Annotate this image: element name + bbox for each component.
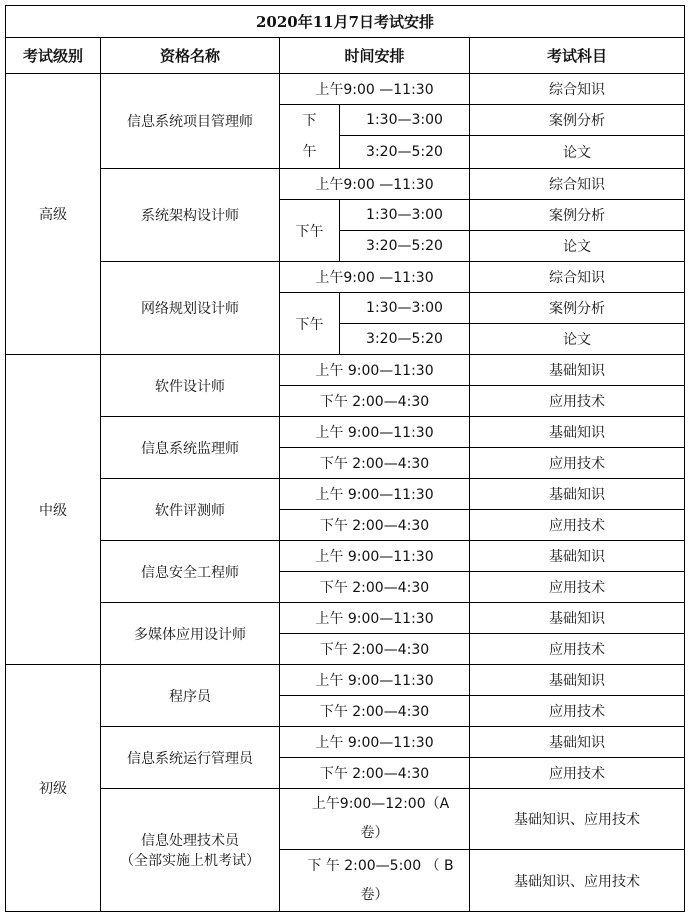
subject-cell: 基础知识 <box>470 479 685 510</box>
subject-cell: 案例分析 <box>470 200 685 231</box>
time-cell: 下午 2:00—4:30 <box>280 758 470 789</box>
time-cell: 1:30—3:00 <box>340 105 470 136</box>
subject-cell: 应用技术 <box>470 758 685 789</box>
subject-cell: 基础知识 <box>470 355 685 386</box>
time-cell: 下午 2:00—4:30 <box>280 510 470 541</box>
level-intermediate: 中级 <box>6 355 101 665</box>
header-level: 考试级别 <box>6 38 101 74</box>
time-cell: 下午 2:00—4:30 <box>280 634 470 665</box>
qualification-name: 信息安全工程师 <box>101 541 280 603</box>
time-cell <box>280 850 470 912</box>
subject-cell: 应用技术 <box>470 448 685 479</box>
time-cell: 上午 9:00—11:30 <box>280 479 470 510</box>
table-title: 2020年11月7日考试安排 <box>6 6 685 38</box>
table-row <box>6 541 685 572</box>
title-row <box>6 6 685 38</box>
qualification-name: 信息系统运行管理员 <box>101 727 280 789</box>
header-subject: 考试科目 <box>470 38 685 74</box>
level-junior: 初级 <box>6 665 101 912</box>
table-row <box>6 169 685 200</box>
pm-label-char: 午 <box>302 143 317 160</box>
time-cell: 上午 9:00—11:30 <box>280 541 470 572</box>
subject-cell: 案例分析 <box>470 105 685 136</box>
time-cell: 3:20—5:20 <box>340 136 470 169</box>
table-row <box>6 665 685 696</box>
header-time: 时间安排 <box>280 38 470 74</box>
qualification-name: 软件评测师 <box>101 479 280 541</box>
qualification-name: 信息系统项目管理师 <box>101 74 280 169</box>
qualification-name-note: （全部实施上机考试） <box>120 853 260 869</box>
subject-cell: 应用技术 <box>470 634 685 665</box>
subject-cell: 基础知识 <box>470 541 685 572</box>
level-advanced: 高级 <box>6 74 101 355</box>
pm-label: 下午 <box>280 293 340 355</box>
time-cell: 上午 9:00—11:30 <box>280 603 470 634</box>
subject-cell: 应用技术 <box>470 572 685 603</box>
header-row <box>6 38 685 74</box>
subject-cell: 应用技术 <box>470 510 685 541</box>
subject-cell: 基础知识 <box>470 603 685 634</box>
table-row <box>6 262 685 293</box>
qualification-name: 软件设计师 <box>101 355 280 417</box>
pm-label-char: 下 <box>302 112 317 129</box>
time-line: 卷） <box>360 825 389 841</box>
time-line: 下 午 2:00—5:00 （ B <box>307 857 454 874</box>
table-row <box>6 417 685 448</box>
table-row <box>6 727 685 758</box>
table-row <box>6 789 685 850</box>
time-cell: 上午9:00 —11:30 <box>280 262 470 293</box>
time-cell: 1:30—3:00 <box>340 293 470 324</box>
qualification-name: 信息系统监理师 <box>101 417 280 479</box>
qualification-name: 网络规划设计师 <box>101 262 280 355</box>
subject-cell: 基础知识、应用技术 <box>470 789 685 850</box>
time-cell: 下午 2:00—4:30 <box>280 696 470 727</box>
time-cell: 3:20—5:20 <box>340 324 470 355</box>
subject-cell: 基础知识 <box>470 417 685 448</box>
subject-cell: 基础知识 <box>470 727 685 758</box>
subject-cell: 应用技术 <box>470 386 685 417</box>
subject-cell: 论文 <box>470 231 685 262</box>
subject-cell: 基础知识 <box>470 665 685 696</box>
subject-cell: 综合知识 <box>470 262 685 293</box>
subject-cell: 综合知识 <box>470 74 685 105</box>
subject-cell: 应用技术 <box>470 696 685 727</box>
time-cell: 3:20—5:20 <box>340 231 470 262</box>
time-cell: 上午9:00 —11:30 <box>280 74 470 105</box>
time-cell: 上午9:00 —11:30 <box>280 169 470 200</box>
qualification-name: 程序员 <box>101 665 280 727</box>
subject-cell: 论文 <box>470 324 685 355</box>
time-cell: 下午 2:00—4:30 <box>280 448 470 479</box>
subject-cell: 案例分析 <box>470 293 685 324</box>
time-cell: 上午 9:00—11:30 <box>280 665 470 696</box>
table-row <box>6 74 685 105</box>
time-line: 卷） <box>360 886 389 903</box>
time-cell: 上午 9:00—11:30 <box>280 417 470 448</box>
table-row <box>6 479 685 510</box>
time-cell: 1:30—3:00 <box>340 200 470 231</box>
header-qualification: 资格名称 <box>101 38 280 74</box>
subject-cell: 论文 <box>470 136 685 169</box>
time-cell: 上午 9:00—11:30 <box>280 355 470 386</box>
pm-label <box>280 105 340 169</box>
subject-cell: 基础知识、应用技术 <box>470 850 685 912</box>
time-cell: 下午 2:00—4:30 <box>280 386 470 417</box>
time-cell <box>280 789 470 850</box>
qualification-name: 多媒体应用设计师 <box>101 603 280 665</box>
pm-label: 下午 <box>280 200 340 262</box>
table-row <box>6 355 685 386</box>
qualification-name: 系统架构设计师 <box>101 169 280 262</box>
time-cell: 下午 2:00—4:30 <box>280 572 470 603</box>
qualification-name <box>101 789 280 912</box>
time-line: 上午9:00—12:00（A <box>311 796 450 812</box>
table-row <box>6 603 685 634</box>
exam-schedule-table <box>5 5 685 912</box>
qualification-name-line: 信息处理技术员 <box>141 833 239 849</box>
subject-cell: 综合知识 <box>470 169 685 200</box>
time-cell: 上午 9:00—11:30 <box>280 727 470 758</box>
